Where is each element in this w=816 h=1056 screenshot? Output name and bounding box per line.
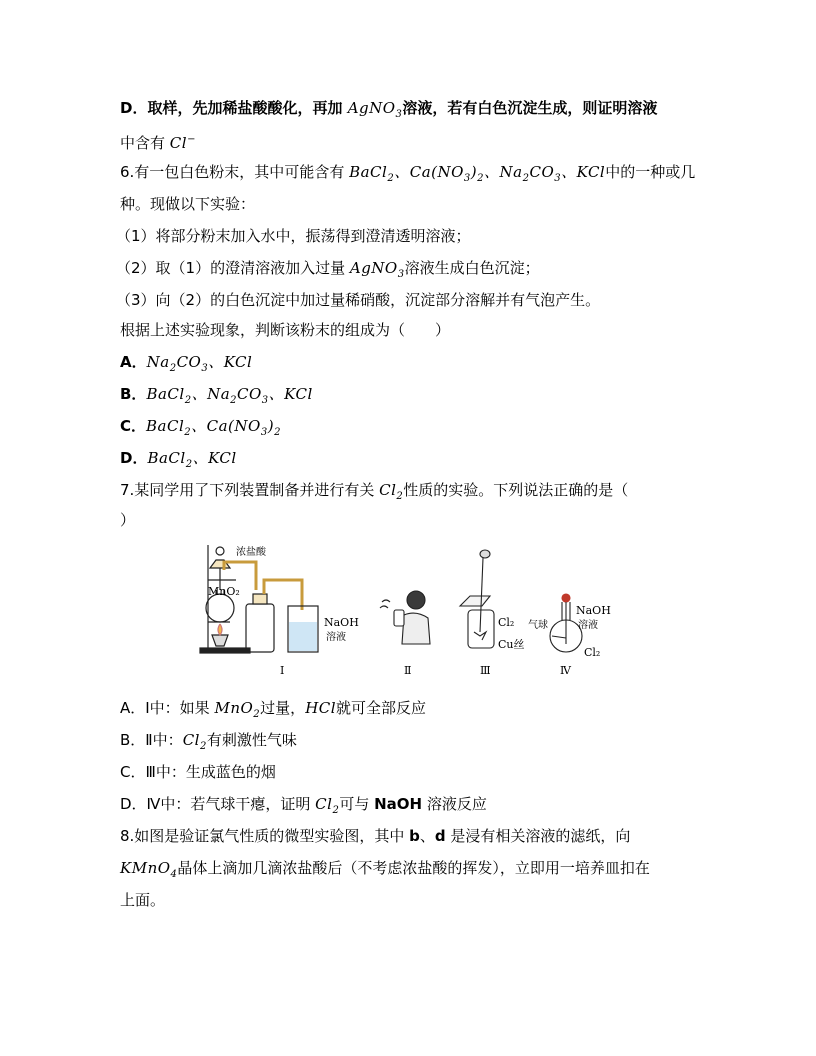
label-roman-1: Ⅰ	[280, 664, 285, 677]
q8-line-2: KMnO$_4$晶体上滴加几滴浓盐酸后（不考虑浓盐酸的挥发），立即用一培养皿扣在	[120, 859, 650, 880]
label-cu-wire: Cu丝	[498, 638, 525, 651]
q7-stem: 7.某同学用了下列装置制备并进行有关 $Cl_2$性质的实验。下列说法正确的是（	[120, 481, 629, 502]
apparatus-figure	[198, 540, 618, 680]
q7-option-a: A．Ⅰ中：如果 MnO$_2$过量，HCl就可全部反应	[120, 699, 427, 720]
apparatus-ii	[380, 591, 430, 644]
q6-step-3: （3）向（2）的白色沉淀中加过量稀硝酸，沉淀部分溶解并有气泡产生。	[116, 291, 601, 309]
formula-cl-ion: Cl−	[169, 134, 196, 152]
label-mno2: MnO₂	[208, 585, 240, 598]
label-roman-4: Ⅳ	[560, 664, 571, 677]
q7-option-b: B．Ⅱ中：$Cl_2$有刺激性气味	[120, 731, 297, 752]
label-conc-hcl: 浓盐酸	[236, 547, 266, 558]
label-solution-1: 溶液	[326, 632, 346, 643]
q5-option-d: D．取样，先加稀盐酸酸化，再加 AgNO$_3$溶液，若有白色沉淀生成，则证明溶液	[120, 99, 658, 120]
q7-option-c: C．Ⅲ中：生成蓝色的烟	[120, 763, 276, 781]
q6-step-1: （1）将部分粉末加入水中，振荡得到澄清透明溶液；	[116, 227, 471, 245]
q6-option-d: D．BaCl$_2$、KCl	[120, 449, 237, 470]
apparatus-i	[200, 545, 318, 653]
q6-question: 根据上述实验现象，判断该粉末的组成为（ ）	[120, 321, 451, 339]
label-roman-3: Ⅲ	[480, 664, 491, 677]
q6-option-b: B．BaCl$_2$、$Na_2CO_3$、KCl	[120, 385, 313, 406]
q8-line-1: 8.如图是验证氯气性质的微型实验图，其中 b、d 是浸有相关溶液的滤纸，向	[120, 827, 631, 845]
formula-list: BaCl$_2$、$Ca(NO_3)_2$、$Na_2CO_3$、KCl	[349, 163, 606, 184]
label-naoh-1: NaOH	[324, 616, 359, 629]
q7-stem-cont: ）	[120, 511, 136, 529]
q6-step-2: （2）取（1）的澄清溶液加入过量 AgNO$_3$溶液生成白色沉淀；	[116, 259, 540, 280]
label-roman-2: Ⅱ	[404, 664, 412, 677]
formula-agno3: AgNO$_3$	[347, 99, 403, 120]
label-cl2-iii: Cl₂	[498, 616, 515, 629]
q6-option-c: C．BaCl$_2$、$Ca(NO_3)_2$	[120, 417, 281, 438]
q8-line-3: 上面。	[120, 891, 166, 909]
label-balloon: 气球	[528, 620, 548, 631]
q6-stem: 6.有一包白色粉末，其中可能含有 BaCl$_2$、$Ca(NO_3)_2$、$Na_2CO_3$、KCl中的一种或几	[120, 163, 696, 184]
label-naoh-2: NaOH	[576, 604, 611, 617]
q6-option-a: A．$Na_2CO_3$、KCl	[120, 353, 253, 374]
label-solution-2: 溶液	[578, 620, 598, 631]
q7-option-d: D．Ⅳ中：若气球干瘪，证明 $Cl_2$可与 NaOH 溶液反应	[120, 795, 487, 816]
apparatus-iii	[460, 550, 494, 648]
q6-stem-cont: 种。现做以下实验：	[120, 195, 256, 213]
label-cl2-iv: Cl₂	[584, 646, 601, 659]
q5-option-d-cont: 中含有 Cl−	[120, 134, 196, 152]
